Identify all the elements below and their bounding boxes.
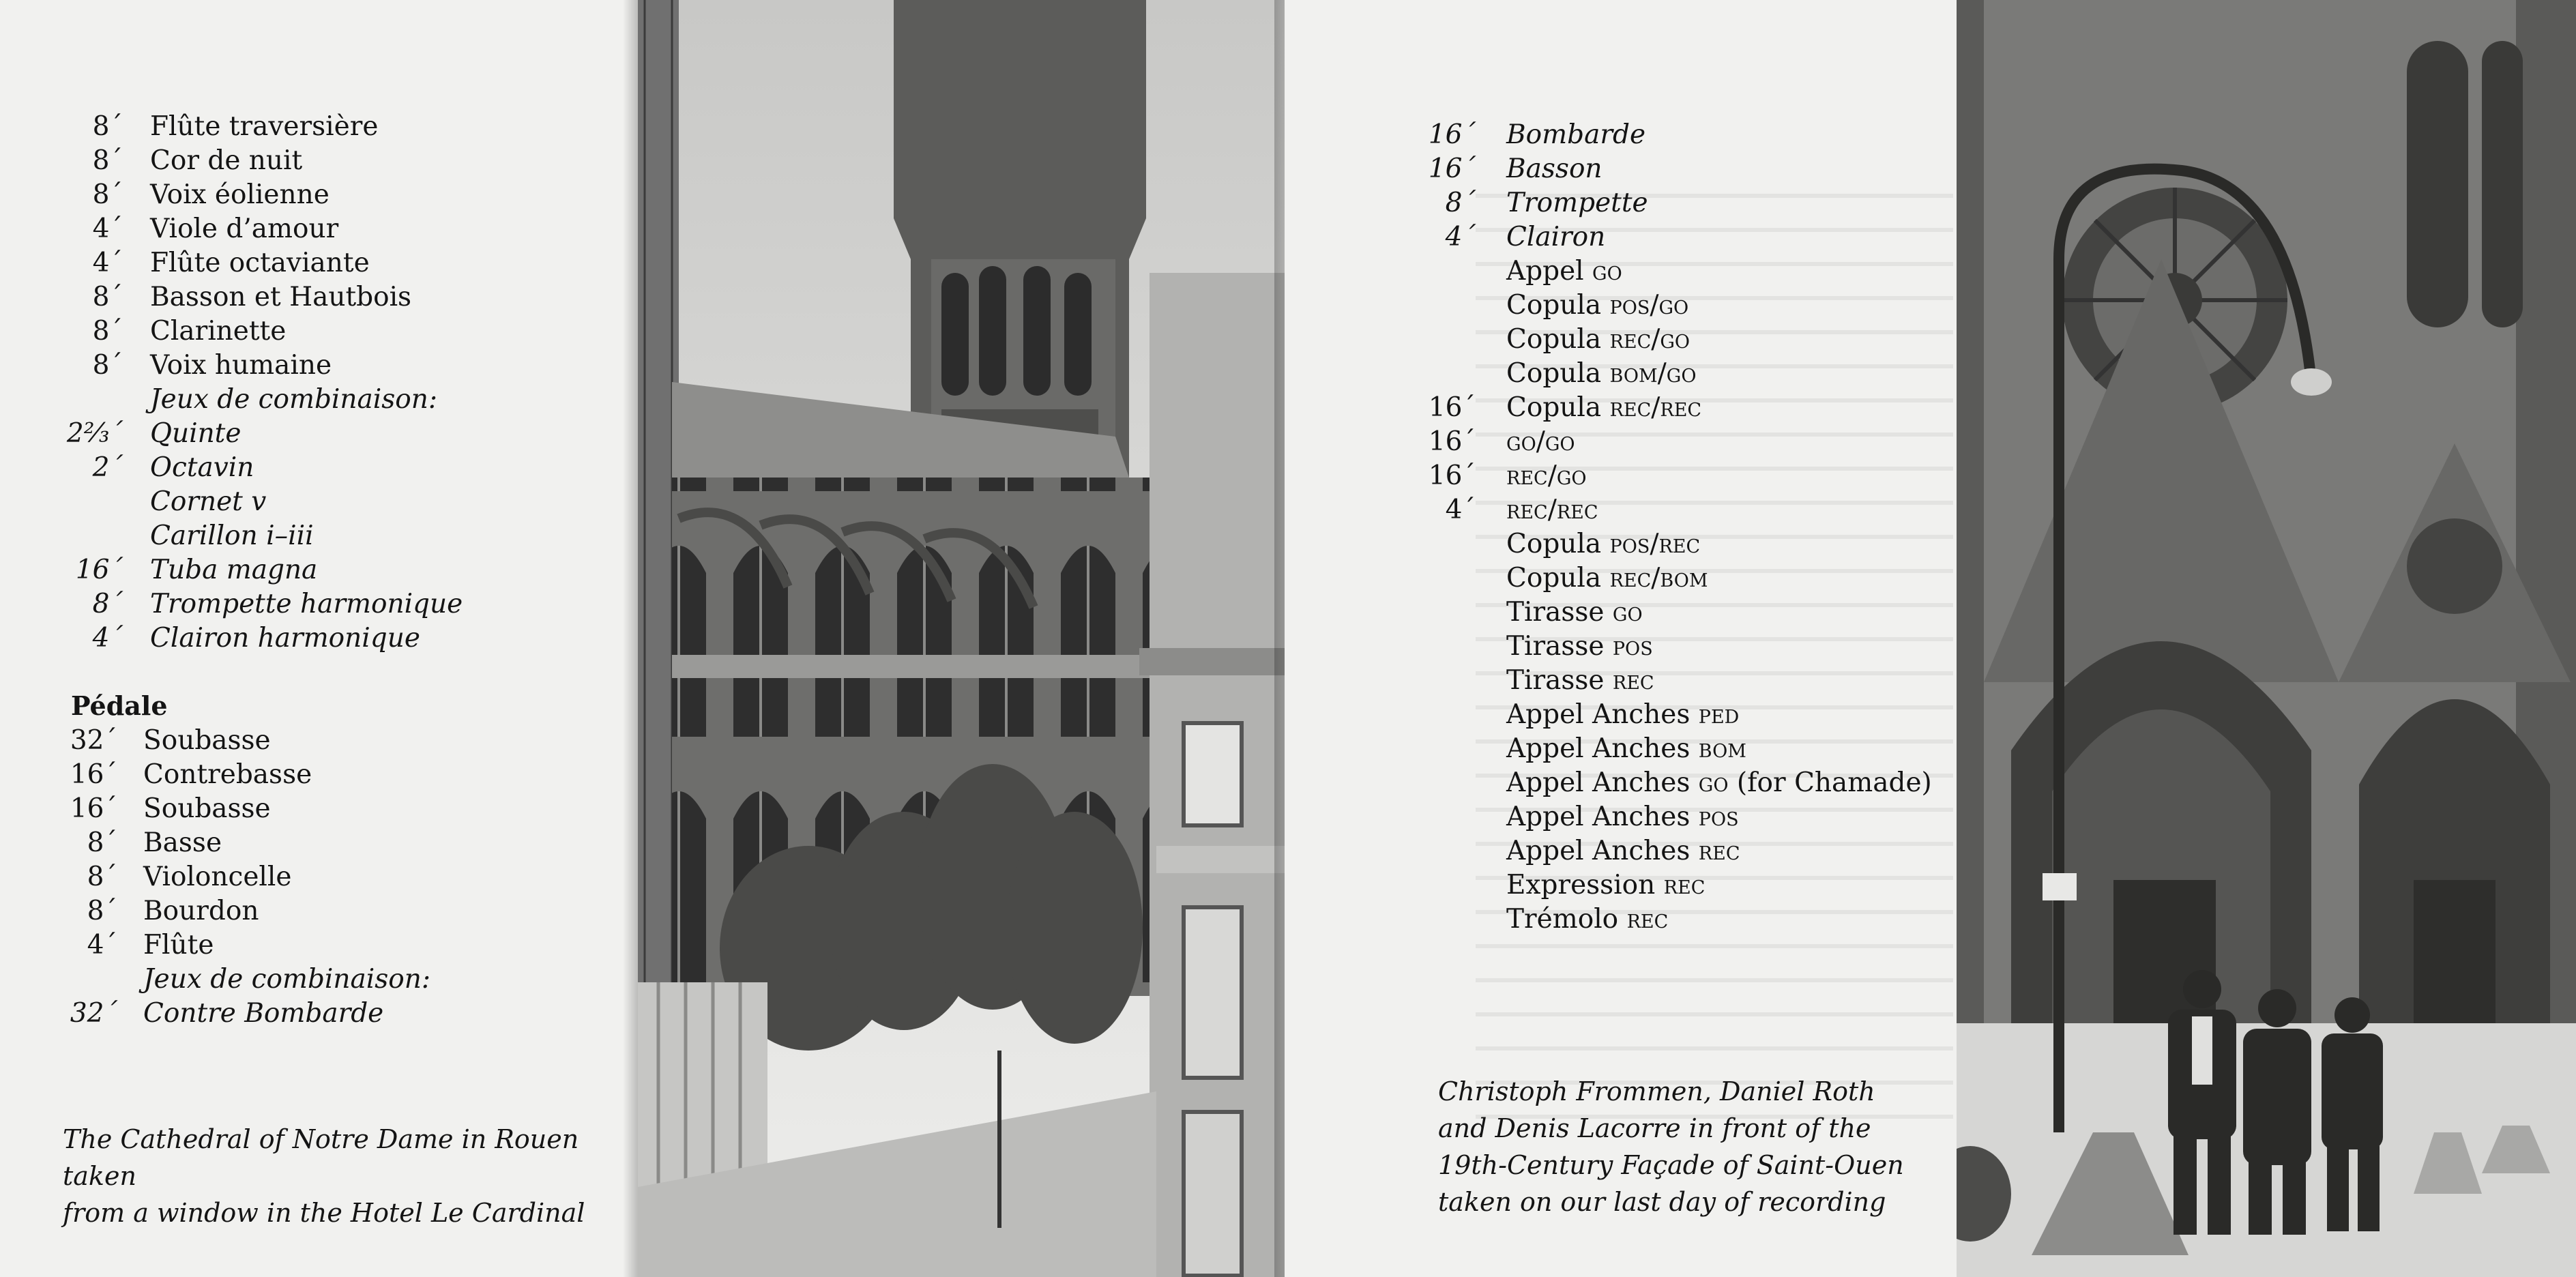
stop-name-text: Clairon harmonique <box>150 623 420 654</box>
stop-row <box>0 417 600 451</box>
stop-division-abbrev: rec <box>1626 904 1669 935</box>
stop-pitch: 16´ <box>1428 119 1476 150</box>
stop-name-text: Copula <box>1506 324 1610 355</box>
stop-name <box>1506 459 1587 493</box>
stop-row <box>0 246 600 280</box>
stop-name-text: Contrebasse <box>143 759 312 790</box>
stop-row <box>0 928 600 963</box>
stop-row <box>1285 800 1885 834</box>
stop-row <box>0 792 600 826</box>
stop-row <box>1285 357 1885 391</box>
stop-name <box>150 212 338 246</box>
right-text-page <box>1285 0 1957 1277</box>
stop-pitch: 4´ <box>92 248 123 278</box>
stop-name <box>1506 596 1643 630</box>
stop-pitch: 8´ <box>92 589 123 619</box>
stop-pitch: 8´ <box>87 862 117 892</box>
stop-name-text: Trompette <box>1506 188 1648 218</box>
stop-row <box>0 621 600 656</box>
stop-row <box>0 178 600 212</box>
stop-name <box>1506 630 1653 664</box>
stop-name <box>1506 868 1705 902</box>
stop-pitch: 2⅔´ <box>66 418 123 449</box>
stop-row <box>1285 698 1885 732</box>
stop-division-abbrev: rec/rec <box>1506 495 1598 525</box>
stop-name <box>143 997 383 1031</box>
stop-name <box>150 178 330 212</box>
stop-name <box>1506 493 1598 527</box>
stop-row <box>0 860 600 894</box>
stop-name-text: Basson et Hautbois <box>150 282 412 312</box>
left-text-page <box>0 0 638 1277</box>
stop-row <box>0 144 600 178</box>
stop-row <box>1285 630 1885 664</box>
stop-name <box>143 963 430 997</box>
stop-name-text: Basson <box>1506 153 1602 184</box>
saint-ouen-photo <box>1957 0 2576 1277</box>
stop-division-abbrev: rec/bom <box>1609 563 1708 593</box>
stop-row <box>0 383 600 417</box>
stop-division-abbrev: rec <box>1698 836 1740 866</box>
stop-division-abbrev: pos/rec <box>1609 529 1701 559</box>
stop-pitch: 8´ <box>1445 188 1476 218</box>
stop-name-text: Flûte traversière <box>150 111 379 142</box>
stop-row <box>0 519 600 553</box>
stop-name-text: Soubasse <box>143 725 271 756</box>
stop-row <box>1285 425 1885 459</box>
stop-pitch: 16´ <box>75 555 123 585</box>
stop-row <box>0 553 600 587</box>
stop-name <box>150 246 370 280</box>
stop-name <box>150 110 378 144</box>
stop-row <box>1285 186 1885 220</box>
stop-name-text: Cor de nuit <box>150 145 303 176</box>
stop-name-text: Clairon <box>1506 222 1606 252</box>
stop-pitch: 16´ <box>70 759 117 790</box>
stop-row <box>0 451 600 485</box>
stop-name <box>143 724 271 758</box>
stop-name <box>143 758 312 792</box>
stop-row <box>0 314 600 349</box>
stop-row <box>1285 152 1885 186</box>
stop-row <box>1285 527 1885 561</box>
stop-name <box>143 826 222 860</box>
stop-name <box>150 144 302 178</box>
stop-pitch: 16´ <box>1428 426 1476 457</box>
stop-name <box>143 894 259 928</box>
stop-row <box>0 485 600 519</box>
stop-name <box>150 383 437 417</box>
stop-row <box>1285 459 1885 493</box>
stop-name <box>150 519 314 553</box>
stop-name-text: Jeux de combinaison: <box>143 964 431 995</box>
stop-name-text: Tirasse <box>1506 631 1613 662</box>
stop-row <box>0 963 600 997</box>
stop-row <box>1285 391 1885 425</box>
stop-division-abbrev: pos <box>1698 802 1739 832</box>
stop-name <box>1506 800 1739 834</box>
stop-name-text: Basse <box>143 827 222 858</box>
stop-name <box>143 792 271 826</box>
caption-line: Christoph Frommen, Daniel Roth <box>1438 1076 1875 1106</box>
stop-name <box>1506 391 1701 425</box>
stop-name <box>1506 902 1668 937</box>
stop-list-right <box>1285 118 1953 950</box>
stop-name-text: Voix éolienne <box>150 179 330 210</box>
stop-name-text: Trompette harmonique <box>150 589 463 619</box>
stop-name-text: Appel Anches <box>1506 767 1699 798</box>
stop-row <box>1285 493 1885 527</box>
stop-name-text: Clarinette <box>150 316 287 347</box>
stop-row <box>1285 118 1885 152</box>
stop-row <box>0 349 600 383</box>
stop-name-text: Flûte <box>143 930 214 960</box>
stop-name <box>1506 152 1602 186</box>
stop-row <box>0 894 600 928</box>
stop-pitch: 8´ <box>87 896 117 926</box>
stop-name <box>143 928 214 963</box>
stop-name <box>1506 118 1645 152</box>
stop-pitch: 32´ <box>70 998 117 1029</box>
stop-name-text: Copula <box>1506 358 1610 389</box>
caption-line: taken on our last day of recording <box>1438 1187 1886 1217</box>
stop-row <box>1285 289 1885 323</box>
stop-row <box>0 758 600 792</box>
stop-name-text: Jeux de combinaison: <box>150 384 438 415</box>
stop-pitch: 8´ <box>87 827 117 858</box>
pedal-heading: Pédale <box>71 690 168 721</box>
stop-row <box>1285 254 1885 289</box>
stop-name-text: Violoncelle <box>143 862 292 892</box>
stop-name <box>1506 732 1746 766</box>
stop-division-abbrev: pos <box>1612 631 1653 662</box>
caption-line: 19th-Century Façade of Saint-Ouen <box>1438 1150 1904 1180</box>
stop-name <box>1506 289 1688 323</box>
stop-name-text: Copula <box>1506 529 1610 559</box>
stop-row <box>1285 868 1885 902</box>
stop-pitch: 16´ <box>1428 392 1476 423</box>
stop-division-abbrev: go <box>1698 767 1729 798</box>
stop-name <box>150 553 317 587</box>
cathedral-photo <box>638 0 1285 1277</box>
stop-name-text: Cornet v <box>150 486 267 517</box>
stop-name-text: Appel Anches <box>1506 733 1699 764</box>
stop-row <box>1285 664 1885 698</box>
stop-name <box>1506 357 1697 391</box>
stop-name-text: Soubasse <box>143 793 271 824</box>
stop-row <box>0 997 600 1031</box>
stop-division-abbrev: go <box>1592 256 1622 287</box>
stop-note: (for Chamade) <box>1728 767 1932 798</box>
stop-name-text: Trémolo <box>1506 904 1627 935</box>
stop-name-text: Copula <box>1506 392 1610 423</box>
stop-name-text: Expression <box>1506 870 1664 900</box>
stop-row <box>1285 220 1885 254</box>
stop-division-abbrev: bom <box>1698 733 1746 764</box>
stop-name-text: Quinte <box>150 418 241 449</box>
stop-pitch: 4´ <box>92 623 123 654</box>
stop-name-text: Bombarde <box>1506 119 1646 150</box>
stop-row <box>1285 561 1885 596</box>
stop-name <box>1506 664 1654 698</box>
stop-list-upper <box>0 110 614 656</box>
caption-line: and Denis Lacorre in front of the <box>1438 1113 1871 1143</box>
stop-name <box>1506 323 1690 357</box>
stop-pitch: 8´ <box>92 111 123 142</box>
stop-name-text: Copula <box>1506 563 1610 593</box>
stop-name-text: Contre Bombarde <box>143 998 384 1029</box>
stop-pitch: 8´ <box>92 282 123 312</box>
stop-division-abbrev: bom/go <box>1609 358 1697 389</box>
stop-pitch: 4´ <box>87 930 117 960</box>
stop-pitch: 4´ <box>1445 495 1476 525</box>
stop-name-text: Appel Anches <box>1506 699 1699 730</box>
stop-name-text: Voix humaine <box>150 350 332 381</box>
stop-division-abbrev: rec/go <box>1609 324 1690 355</box>
stop-pitch: 16´ <box>1428 153 1476 184</box>
stop-division-abbrev: rec/go <box>1506 460 1587 491</box>
stop-name <box>1506 425 1575 459</box>
stop-name <box>150 621 420 656</box>
stop-division-abbrev: rec <box>1612 665 1654 696</box>
stop-name <box>150 349 332 383</box>
stop-row <box>1285 834 1885 868</box>
stop-name <box>150 280 411 314</box>
page-fold-shadow <box>623 0 638 1277</box>
stop-name <box>1506 698 1739 732</box>
stop-pitch: 8´ <box>92 179 123 210</box>
stop-name-text: Tirasse <box>1506 597 1613 628</box>
right-photo-caption <box>1438 1073 1943 1220</box>
stop-division-abbrev: rec <box>1663 870 1706 900</box>
stop-pitch: 2´ <box>92 452 123 483</box>
stop-pitch: 16´ <box>70 793 117 824</box>
stop-row <box>0 110 600 144</box>
stop-name <box>150 451 254 485</box>
stop-row <box>1285 902 1885 937</box>
stop-name-text: Octavin <box>150 452 254 483</box>
stop-row <box>0 724 600 758</box>
stop-list-pedal <box>0 724 614 1038</box>
stop-row <box>1285 596 1885 630</box>
stop-row <box>0 280 600 314</box>
stop-pitch: 4´ <box>92 214 123 244</box>
stop-row <box>0 212 600 246</box>
stop-name-text: Appel Anches <box>1506 836 1699 866</box>
caption-line: from a window in the Hotel Le Cardinal <box>63 1198 585 1228</box>
stop-pitch: 8´ <box>92 350 123 381</box>
stop-pitch: 8´ <box>92 145 123 176</box>
stop-name-text: Tirasse <box>1506 665 1613 696</box>
stop-pitch: 32´ <box>70 725 117 756</box>
stop-name <box>1506 834 1740 868</box>
stop-name-text: Appel Anches <box>1506 802 1699 832</box>
stop-name-text: Copula <box>1506 290 1610 321</box>
stop-division-abbrev: pos/go <box>1609 290 1689 321</box>
left-photo-caption <box>63 1121 629 1231</box>
stop-division-abbrev: go <box>1612 597 1643 628</box>
stop-row <box>0 826 600 860</box>
stop-name <box>1506 527 1700 561</box>
stop-name-text: Tuba magna <box>150 555 318 585</box>
stop-name-text: Flûte octaviante <box>150 248 370 278</box>
stop-division-abbrev: rec/rec <box>1609 392 1702 423</box>
stop-row <box>1285 766 1932 800</box>
stop-row <box>1285 732 1885 766</box>
stop-pitch: 4´ <box>1445 222 1476 252</box>
stop-row <box>1285 323 1885 357</box>
stop-name <box>1506 186 1648 220</box>
stop-name-text: Carillon i–iii <box>150 520 314 551</box>
stop-division-abbrev: go/go <box>1506 426 1575 457</box>
stop-name <box>150 314 286 349</box>
stop-name <box>150 417 241 451</box>
stop-pitch: 16´ <box>1428 460 1476 491</box>
stop-name <box>1506 254 1622 289</box>
stop-row <box>0 587 600 621</box>
stop-name <box>1506 561 1708 596</box>
stop-name <box>143 860 291 894</box>
stop-name-text: Bourdon <box>143 896 259 926</box>
stop-name-text: Viole d’amour <box>150 214 339 244</box>
stop-division-abbrev: ped <box>1698 699 1740 730</box>
stop-pitch: 8´ <box>92 316 123 347</box>
stop-name-text: Appel <box>1506 256 1593 287</box>
caption-line: The Cathedral of Notre Dame in Rouen taken <box>63 1124 579 1191</box>
stop-name <box>1506 766 1932 800</box>
stop-name <box>150 587 463 621</box>
stop-name <box>1506 220 1605 254</box>
stop-name <box>150 485 266 519</box>
